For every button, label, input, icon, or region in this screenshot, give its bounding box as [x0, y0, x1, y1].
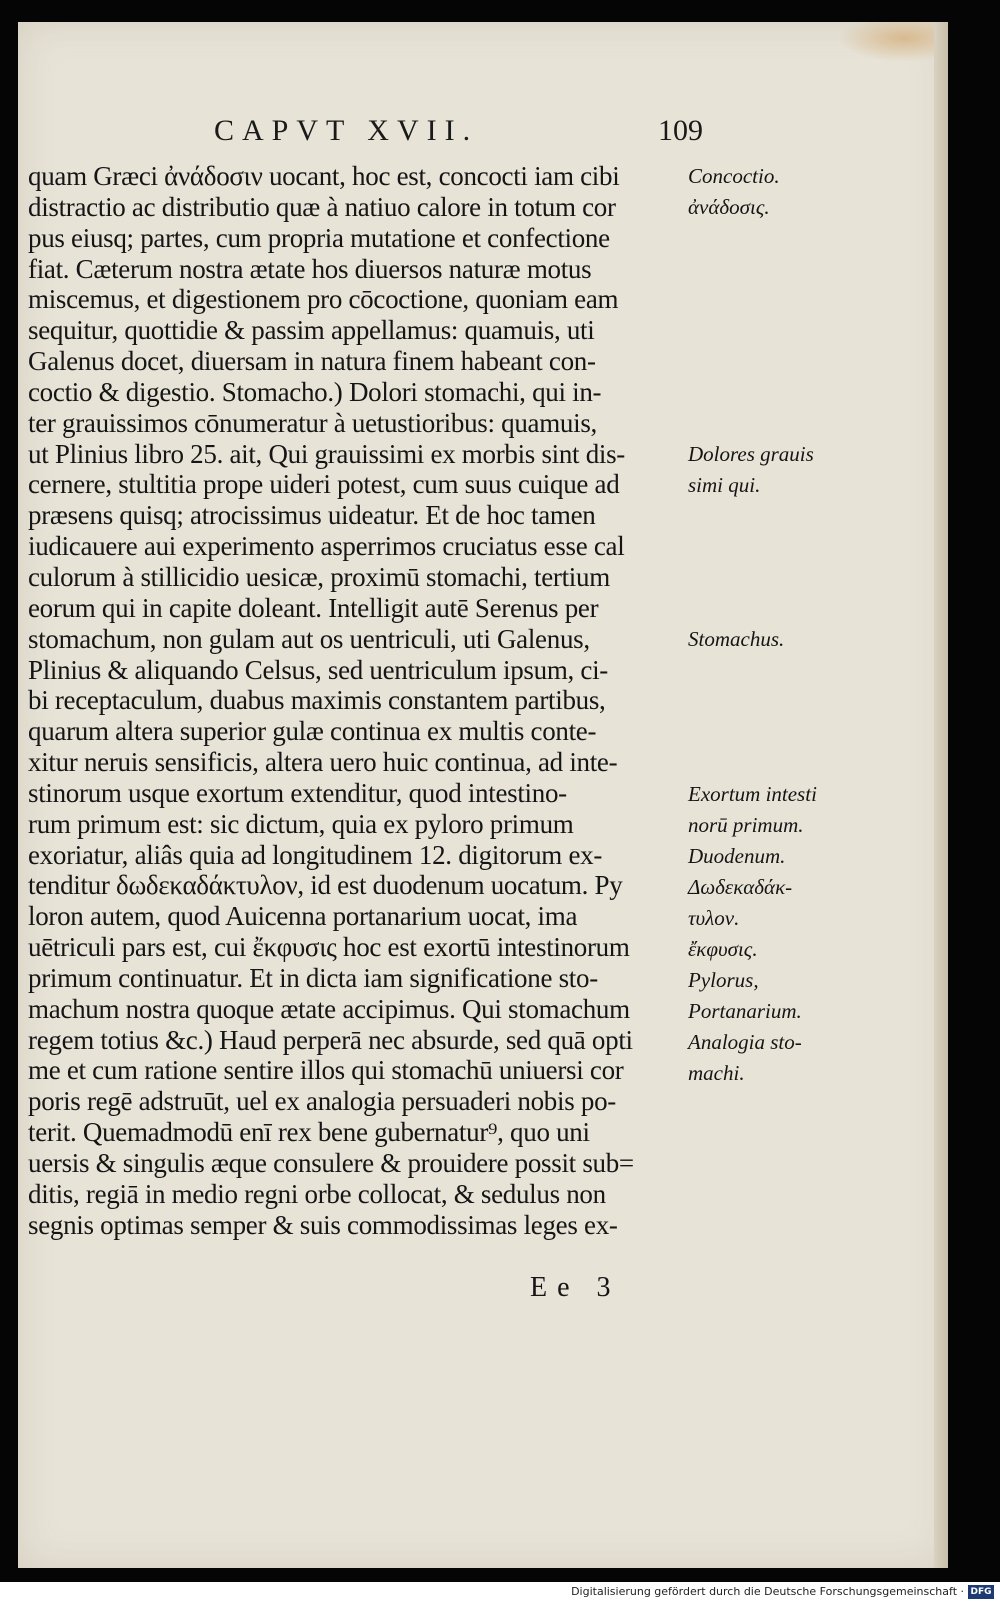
text-line: stomachum, non gulam aut os uentriculi, uti Galenus,	[28, 623, 590, 654]
text-line: bi receptaculum, duabus maximis constantem partibus,	[28, 685, 606, 716]
funding-credit: Digitalisierung gefördert durch die Deutsche Forschungsgemeinschaft ·	[571, 1585, 964, 1598]
text-line: pus eiusq; partes, cum propria mutatione et confectione	[28, 222, 610, 253]
body-text	[28, 161, 718, 1241]
text-line: iudicauere aui experimento asperrimos cruciatus esse cal	[28, 531, 625, 562]
margin-note: Portanarium.	[688, 999, 802, 1023]
running-head: CAPVT XVII.	[214, 114, 479, 147]
text-line: quam Græci ἀνάδοσιν uocant, hoc est, concocti iam cibi	[28, 161, 620, 191]
text-line: Plinius & aliquando Celsus, sed uentriculum ipsum, ci-	[28, 654, 609, 685]
text-line: distractio ac distributio quæ à natiuo calore in totum cor	[28, 191, 616, 222]
text-line: Galenus docet, diuersam in natura finem habeant con-	[28, 346, 596, 377]
text-line: segnis optimas semper & suis commodissimas leges ex-	[28, 1209, 618, 1240]
text-line: miscemus, et digestionem pro cōcoctione, quoniam eam	[28, 284, 619, 315]
text-line: stinorum usque exortum extenditur, quod intestino-	[28, 777, 567, 808]
margin-note: ἀνάδοσις.	[688, 195, 770, 219]
text-line: xitur neruis sensificis, altera uero huic continua, ad inte-	[28, 747, 618, 778]
page-number: 109	[658, 114, 703, 147]
text-line: eorum qui in capite doleant. Intelligit autē Serenus per	[28, 592, 599, 623]
margin-note: Δωδεκαδάκ-	[688, 875, 793, 899]
footer-bar	[0, 1582, 1000, 1604]
margin-note: Stomachus.	[688, 627, 785, 651]
text-line: fiat. Cæterum nostra ætate hos diuersos naturæ motus	[28, 253, 592, 284]
margin-note: norū primum.	[688, 813, 804, 837]
text-line: terit. Quemadmodū enī rex bene gubernatur⁹, quo uni	[28, 1117, 590, 1148]
text-line: uersis & singulis æque consulere & prouidere possit sub=	[28, 1148, 634, 1178]
text-line: tenditur δωδεκαδάκτυλον, id est duodenum uocatum. Py	[28, 870, 623, 901]
text-line: quarum altera superior gulæ continua ex multis conte-	[28, 716, 597, 747]
margin-note: τυλον.	[688, 906, 740, 930]
page-stain	[838, 22, 948, 62]
text-line: sequitur, quottidie & passim appellamus: quamuis, uti	[28, 315, 595, 346]
text-line: machum nostra quoque ætate accipimus. Qui stomachum	[28, 993, 630, 1024]
text-line: culorum à stillicidio uesicæ, proximū stomachi, tertium	[28, 561, 610, 592]
signature-mark: Ee 3	[530, 1272, 621, 1303]
text-line: ut Plinius libro 25. ait, Qui grauissimi ex morbis sint dis-	[28, 438, 626, 469]
text-line: regem totius &c.) Haud perperā nec absurde, sed quā opti	[28, 1024, 633, 1055]
text-line: ter grauissimos cōnumeratur à uetustioribus: quamuis,	[28, 407, 597, 438]
text-line: ditis, regiā in medio regni orbe collocat, & sedulus non	[28, 1178, 606, 1209]
margin-note: Dolores grauis	[688, 442, 814, 466]
page-header	[18, 114, 948, 166]
margin-note: machi.	[688, 1061, 745, 1085]
text-line: cernere, stultitia prope uideri potest, cum suus cuique ad	[28, 469, 620, 500]
margin-note: ἔκφυσις.	[688, 937, 758, 961]
text-line: poris regē adstruūt, uel ex analogia persuaderi nobis po-	[28, 1086, 616, 1117]
page-edge	[934, 22, 948, 1568]
margin-note: Duodenum.	[688, 844, 786, 868]
margin-note: Pylorus,	[688, 968, 759, 992]
text-line: primum continuatur. Et in dicta iam significatione sto-	[28, 962, 598, 993]
book-page	[18, 22, 948, 1568]
text-line: loron autem, quod Auicenna portanarium uocat, ima	[28, 901, 578, 932]
text-line: rum primum est: sic dictum, quia ex pyloro primum	[28, 808, 574, 839]
text-line: præsens quisq; atrocissimus uideatur. Et de hoc tamen	[28, 500, 596, 531]
text-line: coctio & digestio. Stomacho.) Dolori stomachi, qui in-	[28, 376, 602, 407]
dfg-logo: DFG	[968, 1585, 994, 1599]
margin-note: Analogia sto-	[688, 1030, 802, 1054]
text-line: me et cum ratione sentire illos qui stomachū uniuersi cor	[28, 1055, 624, 1086]
margin-note: Concoctio.	[688, 164, 780, 188]
text-line: uētriculi pars est, cui ἔκφυσις hoc est exortū intestinorum	[28, 932, 630, 963]
margin-note: Exortum intesti	[688, 782, 817, 806]
margin-note: simi qui.	[688, 473, 761, 497]
text-line: exoriatur, aliâs quia ad longitudinem 12. digitorum ex-	[28, 839, 603, 870]
